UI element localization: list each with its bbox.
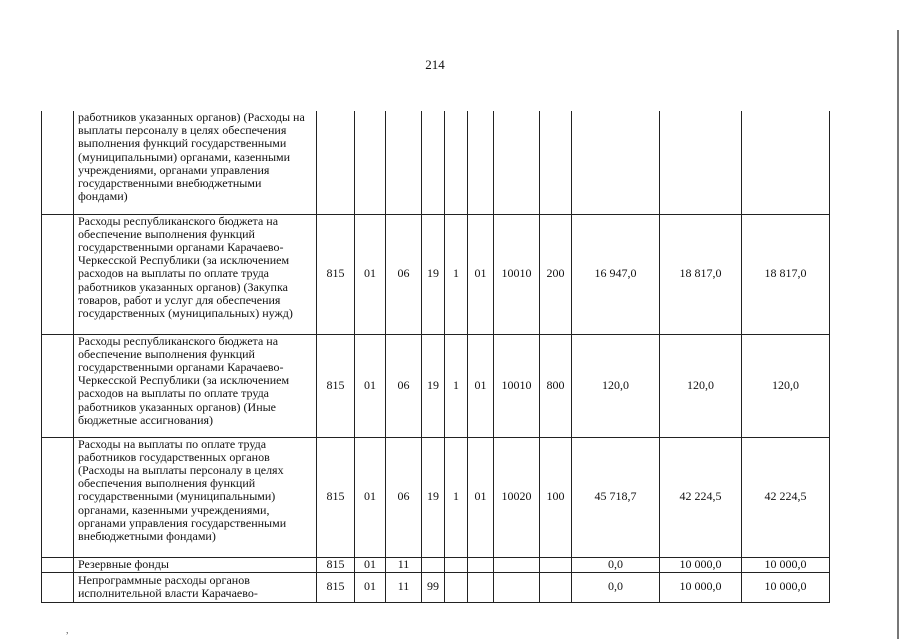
subprogram-code (445, 557, 468, 572)
blank-cell (42, 111, 74, 214)
table-row (42, 557, 830, 572)
amount-year-1: 45 718,7 (572, 437, 660, 557)
table-row (42, 572, 830, 602)
row-description: Расходы республиканского бюджета на обеспечение выполнения функций государственными органами Карачаево-Черкесской Республики (за исключением расходов на выплаты по оплате труда работников указанных органов) (Иные бюджетные ассигнования) (74, 334, 317, 437)
scan-speck: , (66, 625, 69, 636)
direction-code: 10010 (494, 334, 540, 437)
direction-code (494, 572, 540, 602)
row-description: работников указанных органов) (Расходы на выплаты персоналу в целях обеспечения выполнения функций государственными (муниципальными) органами, казенными учреждениями, органами управления государственными внебюджетными фондами) (74, 111, 317, 214)
direction-code (494, 111, 540, 214)
expense-type-code (540, 557, 572, 572)
program-code (422, 557, 445, 572)
row-description: Расходы на выплаты по оплате труда работников государственных органов (Расходы на выплаты персоналу в целях обеспечения выполнения функций государственными (муниципальными) органами, казенными учреждениями, органами управления государственными внебюджетными фондами) (74, 437, 317, 557)
program-code: 19 (422, 334, 445, 437)
amount-year-3: 42 224,5 (742, 437, 830, 557)
expense-type-code: 100 (540, 437, 572, 557)
subprogram-code (445, 572, 468, 602)
budget-table (41, 111, 830, 603)
section-code: 01 (355, 557, 386, 572)
amount-year-2: 120,0 (660, 334, 742, 437)
page-number: 214 (425, 57, 445, 72)
blank-cell (42, 437, 74, 557)
ministry-code: 815 (317, 572, 355, 602)
scan-edge-line (897, 30, 899, 639)
section-code: 01 (355, 437, 386, 557)
row-description: Резервные фонды (74, 557, 317, 572)
subsection-code: 11 (386, 572, 422, 602)
subprogram-code (445, 111, 468, 214)
amount-year-3 (742, 111, 830, 214)
table-row (42, 214, 830, 334)
subprogram-code: 1 (445, 334, 468, 437)
direction-code (494, 557, 540, 572)
amount-year-1 (572, 111, 660, 214)
amount-year-1: 120,0 (572, 334, 660, 437)
subprogram-code: 1 (445, 214, 468, 334)
event-code (468, 111, 494, 214)
blank-cell (42, 557, 74, 572)
section-code: 01 (355, 334, 386, 437)
amount-year-2: 18 817,0 (660, 214, 742, 334)
amount-year-1: 16 947,0 (572, 214, 660, 334)
event-code: 01 (468, 437, 494, 557)
subsection-code (386, 111, 422, 214)
table-row (42, 334, 830, 437)
ministry-code: 815 (317, 214, 355, 334)
amount-year-1: 0,0 (572, 557, 660, 572)
subsection-code: 06 (386, 214, 422, 334)
section-code: 01 (355, 572, 386, 602)
expense-type-code (540, 111, 572, 214)
amount-year-2: 10 000,0 (660, 557, 742, 572)
subsection-code: 06 (386, 334, 422, 437)
program-code: 99 (422, 572, 445, 602)
direction-code: 10010 (494, 214, 540, 334)
subsection-code: 11 (386, 557, 422, 572)
table-row (42, 111, 830, 214)
blank-cell (42, 214, 74, 334)
ministry-code: 815 (317, 557, 355, 572)
event-code: 01 (468, 214, 494, 334)
row-description: Непрограммные расходы органов исполнительной власти Карачаево- (74, 572, 317, 602)
row-description: Расходы республиканского бюджета на обеспечение выполнения функций государственными органами Карачаево-Черкесской Республики (за исключением расходов на выплаты по оплате труда работников указанных органов) (Закупка товаров, работ и услуг для обеспечения государственных (муниципальных) нужд) (74, 214, 317, 334)
event-code: 01 (468, 334, 494, 437)
amount-year-1: 0,0 (572, 572, 660, 602)
subsection-code: 06 (386, 437, 422, 557)
amount-year-2: 10 000,0 (660, 572, 742, 602)
program-code: 19 (422, 214, 445, 334)
ministry-code: 815 (317, 437, 355, 557)
blank-cell (42, 572, 74, 602)
ministry-code: 815 (317, 334, 355, 437)
subprogram-code: 1 (445, 437, 468, 557)
program-code: 19 (422, 437, 445, 557)
program-code (422, 111, 445, 214)
blank-cell (42, 334, 74, 437)
direction-code: 10020 (494, 437, 540, 557)
amount-year-2: 42 224,5 (660, 437, 742, 557)
event-code (468, 572, 494, 602)
expense-type-code: 200 (540, 214, 572, 334)
expense-type-code: 800 (540, 334, 572, 437)
amount-year-3: 10 000,0 (742, 572, 830, 602)
amount-year-3: 18 817,0 (742, 214, 830, 334)
amount-year-2 (660, 111, 742, 214)
event-code (468, 557, 494, 572)
expense-type-code (540, 572, 572, 602)
amount-year-3: 120,0 (742, 334, 830, 437)
amount-year-3: 10 000,0 (742, 557, 830, 572)
ministry-code (317, 111, 355, 214)
section-code: 01 (355, 214, 386, 334)
table-row (42, 437, 830, 557)
section-code (355, 111, 386, 214)
